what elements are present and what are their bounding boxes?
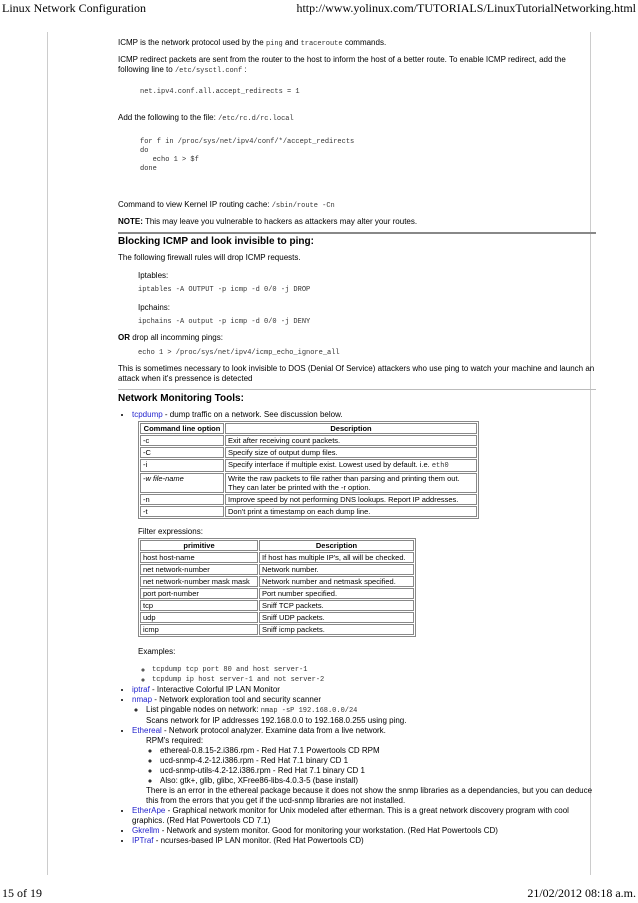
table-row (140, 588, 414, 599)
table-cell: -C (140, 447, 224, 458)
or-label: OR (118, 333, 130, 342)
blocking-heading: Blocking ICMP and look invisible to ping: (118, 236, 314, 247)
table-cell: Specify size of output dump files. (225, 447, 477, 458)
list-item (146, 705, 596, 716)
table-cell: Sniff UDP packets. (259, 612, 414, 623)
table-row (140, 494, 477, 505)
route-cache-cmd: /sbin/route -Cn (271, 202, 335, 210)
rclocal-file: /etc/rc.d/rc.local (218, 115, 294, 123)
list-item: ◦ ethereal-0.8.15-2.i386.rpm - Red Hat 7.1 Powertools CD RPM (160, 746, 596, 756)
options-table (138, 421, 479, 519)
examples-label: Examples: (138, 647, 176, 656)
table-cell: -c (140, 435, 224, 446)
list-item: ◦ tcpdump ip host server-1 and not server-2 (152, 675, 596, 685)
rclocal-code: for f in /proc/sys/net/ipv4/conf/*/accept_redirects do echo 1 > $f done (140, 138, 355, 173)
rpms-list (146, 746, 596, 786)
column-header: Description (225, 423, 477, 434)
table-cell: net network-number mask mask (140, 576, 258, 587)
sysctl-code: net.ipv4.conf.all.accept_redirects = 1 (140, 88, 300, 96)
ipchains-label: Ipchains: (138, 303, 171, 312)
ethereal-note: There is an error in the ethereal package because it does not show the snmp libraries as a dependancies, but you can deduce this from the errors that you get if the ucd-snmp libraries are not installed. (146, 786, 593, 805)
text: ICMP redirect packets are sent from the router to the host to inform the host of a better route. To enable ICMP redirect, add the following line to (118, 55, 566, 74)
table-row (140, 459, 477, 472)
table-row (140, 506, 477, 517)
table-row (140, 552, 414, 563)
blocking-intro: The following firewall rules will drop ICMP requests. (118, 253, 301, 262)
table-row (140, 435, 477, 446)
page-count: 15 of 19 (2, 886, 42, 900)
list-item (132, 806, 596, 826)
table-cell: Network number. (259, 564, 414, 575)
nmap-sublist (132, 705, 596, 716)
examples-list (138, 665, 596, 685)
print-timestamp: 21/02/2012 08:18 a.m. (527, 886, 636, 900)
table-cell: -t (140, 506, 224, 517)
table-cell: Port number specified. (259, 588, 414, 599)
table-cell (225, 459, 477, 472)
ethereal-link[interactable]: Ethereal (132, 726, 162, 735)
list-item: ◦ ucd-snmp-utils-4.2-12.i386.rpm - Red Hat 7.1 binary CD 1 (160, 766, 596, 776)
note-label: NOTE: (118, 217, 143, 226)
iptables-label: Iptables: (138, 271, 169, 280)
table-cell: host host-name (140, 552, 258, 563)
table-cell: If host has multiple IP's, all will be checked. (259, 552, 414, 563)
list-item (132, 826, 596, 836)
table-header-row (140, 540, 414, 551)
monitoring-heading: Network Monitoring Tools: (118, 393, 244, 404)
iptraf2-link[interactable]: IPTraf (132, 836, 154, 845)
iptables-cmd: iptables -A OUTPUT -p icmp -d 0/0 -j DROP (138, 286, 311, 294)
table-cell: icmp (140, 624, 258, 635)
list-item (132, 410, 596, 685)
table-row (140, 447, 477, 458)
table-row (140, 576, 414, 587)
dos-note: This is sometimes necessary to look invisible to DOS (Denial Of Service) attackers who use ping to watch your machine and launch an attack when it's pressence is detected (118, 364, 595, 383)
text: commands. (344, 38, 387, 47)
section-divider (118, 232, 596, 234)
table-cell: Sniff icmp packets. (259, 624, 414, 635)
iptraf-link[interactable]: iptraf (132, 685, 150, 694)
note-text: This may leave you vulnerable to hackers as attackers may alter your routes. (144, 217, 418, 226)
table-row (140, 473, 477, 493)
table-row (140, 600, 414, 611)
text: List pingable nodes on network: (146, 705, 259, 714)
column-header: primitive (140, 540, 258, 551)
text: and (284, 38, 299, 47)
table-cell: -i (140, 459, 224, 472)
tcpdump-link[interactable]: tcpdump (132, 410, 163, 419)
ethereal-desc: - Network protocol analyzer. Examine data from a live network. (164, 726, 386, 735)
table-cell: Sniff TCP packets. (259, 600, 414, 611)
table-cell: Exit after receiving count packets. (225, 435, 477, 446)
table-row (140, 612, 414, 623)
main-content (118, 38, 596, 846)
table-cell: Network number and netmask specified. (259, 576, 414, 587)
nmap-scan-note: Scans network for IP addresses 192.168.0.0 to 192.168.0.255 using ping. (146, 716, 407, 725)
list-item (132, 726, 596, 806)
filter-table (138, 538, 416, 637)
ipchains-cmd: ipchains -A output -p icmp -d 0/0 -j DENY (138, 318, 311, 326)
gkrellm-desc: - Network and system monitor. Good for monitoring your workstation. (Red Hat Powertools CD) (161, 826, 498, 835)
table-cell: net network-number (140, 564, 258, 575)
list-item: ◦ Also: gtk+, glib, glibc, XFree86-libs-4.0.3-5 (base install) (160, 776, 596, 786)
table-cell: Write the raw packets to file rather than parsing and printing them out. They can later be printed with the -r option. (225, 473, 477, 493)
cell-text: Specify interface if multiple exist. Lowest used by default. i.e. (228, 460, 432, 469)
list-item (132, 836, 596, 846)
text: Command to view Kernel IP routing cache: (118, 200, 270, 209)
or-paragraph (118, 333, 596, 343)
table-cell: port port-number (140, 588, 258, 599)
table-cell: -n (140, 494, 224, 505)
section-divider (118, 389, 596, 390)
iptraf2-desc: - ncurses-based IP LAN monitor. (Red Hat Powertools CD) (155, 836, 364, 845)
table-cell: tcp (140, 600, 258, 611)
etherape-link[interactable]: EtherApe (132, 806, 166, 815)
icmp-paragraph (118, 38, 596, 49)
nmap-cmd: nmap -sP 192.168.0.0/24 (260, 707, 358, 715)
nmap-desc: - Network exploration tool and security scanner (154, 695, 321, 704)
page-footer (0, 886, 638, 900)
rclocal-paragraph (118, 113, 596, 124)
tcpdump-desc: - dump traffic on a network. See discussion below. (164, 410, 343, 419)
table-header-row (140, 423, 477, 434)
text: Add the following to the file: (118, 113, 216, 122)
iptraf-desc: - Interactive Colorful IP LAN Monitor (152, 685, 280, 694)
rpms-label: RPM's required: (146, 736, 204, 745)
gkrellm-link[interactable]: Gkrellm (132, 826, 160, 835)
list-item: ◦ ucd-snmp-4.2-12.i386.rpm - Red Hat 7.1 binary CD 1 (160, 756, 596, 766)
echo-cmd: echo 1 > /proc/sys/net/ipv4/icmp_echo_ignore_all (138, 349, 340, 357)
table-cell: Improve speed by not performing DNS lookups. Report IP addresses. (225, 494, 477, 505)
header-url: http://www.yolinux.com/TUTORIALS/LinuxTutorialNetworking.html (296, 1, 636, 15)
page-header (0, 0, 638, 14)
eth0-code: eth0 (431, 462, 449, 470)
note-paragraph (118, 217, 596, 227)
sysctl-file: /etc/sysctl.conf (174, 67, 243, 75)
nmap-link[interactable]: nmap (132, 695, 153, 704)
tools-list (118, 410, 596, 846)
column-header: Command line option (140, 423, 224, 434)
table-row (140, 624, 414, 635)
column-header: Description (259, 540, 414, 551)
text: ICMP is the network protocol used by the (118, 38, 264, 47)
table-cell: Don't print a timestamp on each dump line. (225, 506, 477, 517)
route-cache-paragraph (118, 200, 596, 211)
table-cell: -w file-name (140, 473, 224, 493)
list-item (132, 695, 596, 726)
redirect-paragraph (118, 55, 596, 76)
table-cell: udp (140, 612, 258, 623)
left-frame-line (47, 32, 48, 875)
etherape-desc: - Graphical network monitor for Unix modeled after etherman. This is a great network discovery program with cool graphics. (Red Hat Powertools CD 7.1) (132, 806, 569, 825)
text: : (244, 65, 247, 74)
header-title: Linux Network Configuration (2, 1, 146, 15)
list-item: ◦ tcpdump tcp port 80 and host server-1 (152, 665, 596, 675)
table-row (140, 564, 414, 575)
traceroute-code: traceroute (300, 40, 343, 48)
or-text: drop all incomming pings: (132, 333, 223, 342)
ping-code: ping (265, 40, 283, 48)
filter-label: Filter expressions: (138, 527, 203, 536)
list-item (132, 685, 596, 695)
